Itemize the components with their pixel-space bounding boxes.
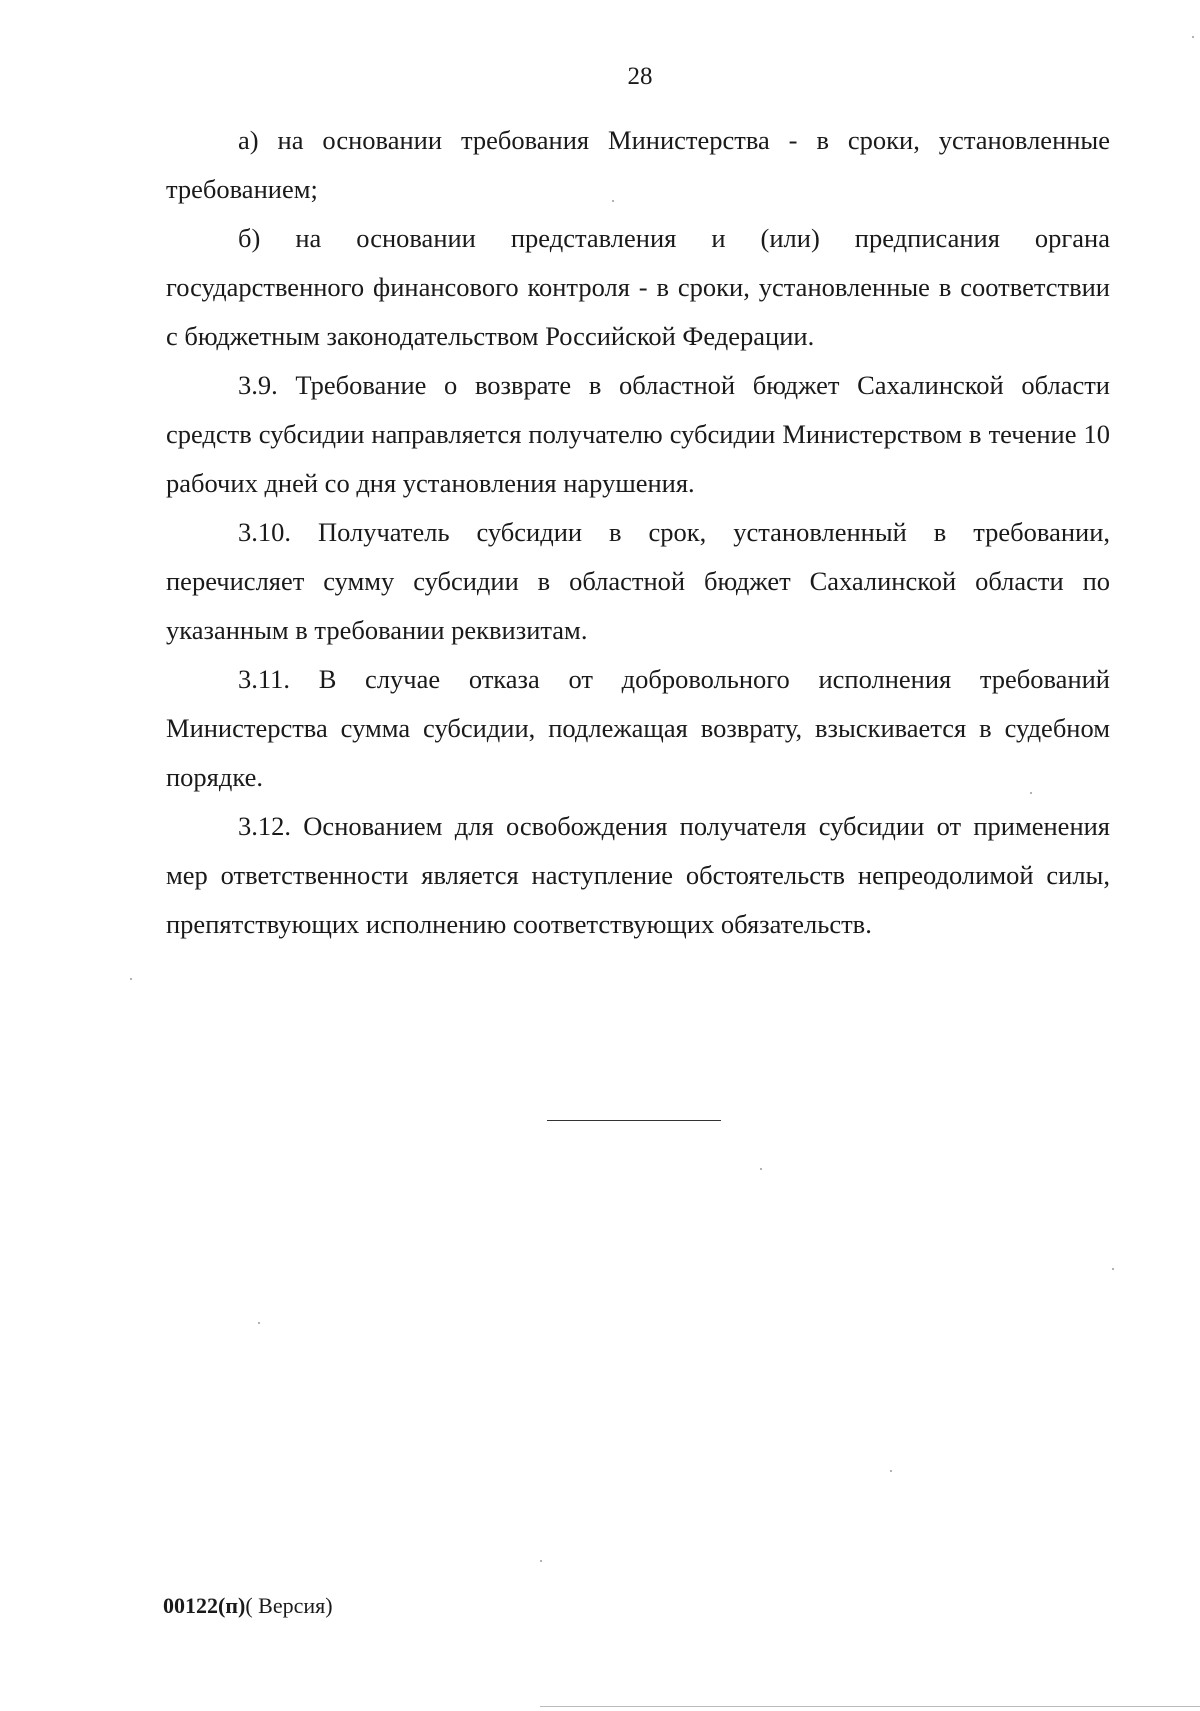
scan-speck [130,978,132,980]
page-number: 28 [627,63,653,90]
scan-speck [540,1560,542,1562]
paragraph-3-10: 3.10. Получатель субсидии в срок, установленный в требовании, перечисляет сумму субсидии в областной бюджет Сахалинской области по указанным в требовании реквизитам. [166,517,1110,645]
scan-speck [612,200,614,202]
scan-bottom-edge [540,1706,1200,1707]
document-code: 00122(п) [163,1593,246,1618]
paragraph-3-11: 3.11. В случае отказа от добровольного исполнения требований Министерства сумма субсидии, подлежащая возврату, взыскивается в судебном порядке. [166,664,1110,792]
paragraph-a: а) на основании требования Министерства - в сроки, установленные требованием; [166,125,1110,204]
document-version: ( Версия) [245,1593,333,1618]
paragraph-3-9: 3.9. Требование о возврате в областной бюджет Сахалинской области средств субсидии направляется получателю субсидии Министерством в течение 10 рабочих дней со дня установления нарушения. [166,370,1110,498]
document-footer-code [163,1592,333,1620]
scan-speck [1030,792,1032,794]
end-of-text-rule [547,1120,721,1121]
scan-speck [760,1168,762,1170]
scan-speck [258,1322,260,1324]
paragraph-b: б) на основании представления и (или) предписания органа государственного финансового контроля - в сроки, установленные в соответствии с бюджетным законодательством Российской Федерации. [166,223,1110,351]
scan-speck [890,1470,892,1472]
scan-speck [1192,36,1194,38]
paragraph-3-12: 3.12. Основанием для освобождения получателя субсидии от применения мер ответственности является наступление обстоятельств непреодолимой силы, препятствующих исполнению соответствующих обязательств. [166,811,1110,939]
scan-speck [1112,1268,1114,1270]
document-body [166,116,1110,949]
